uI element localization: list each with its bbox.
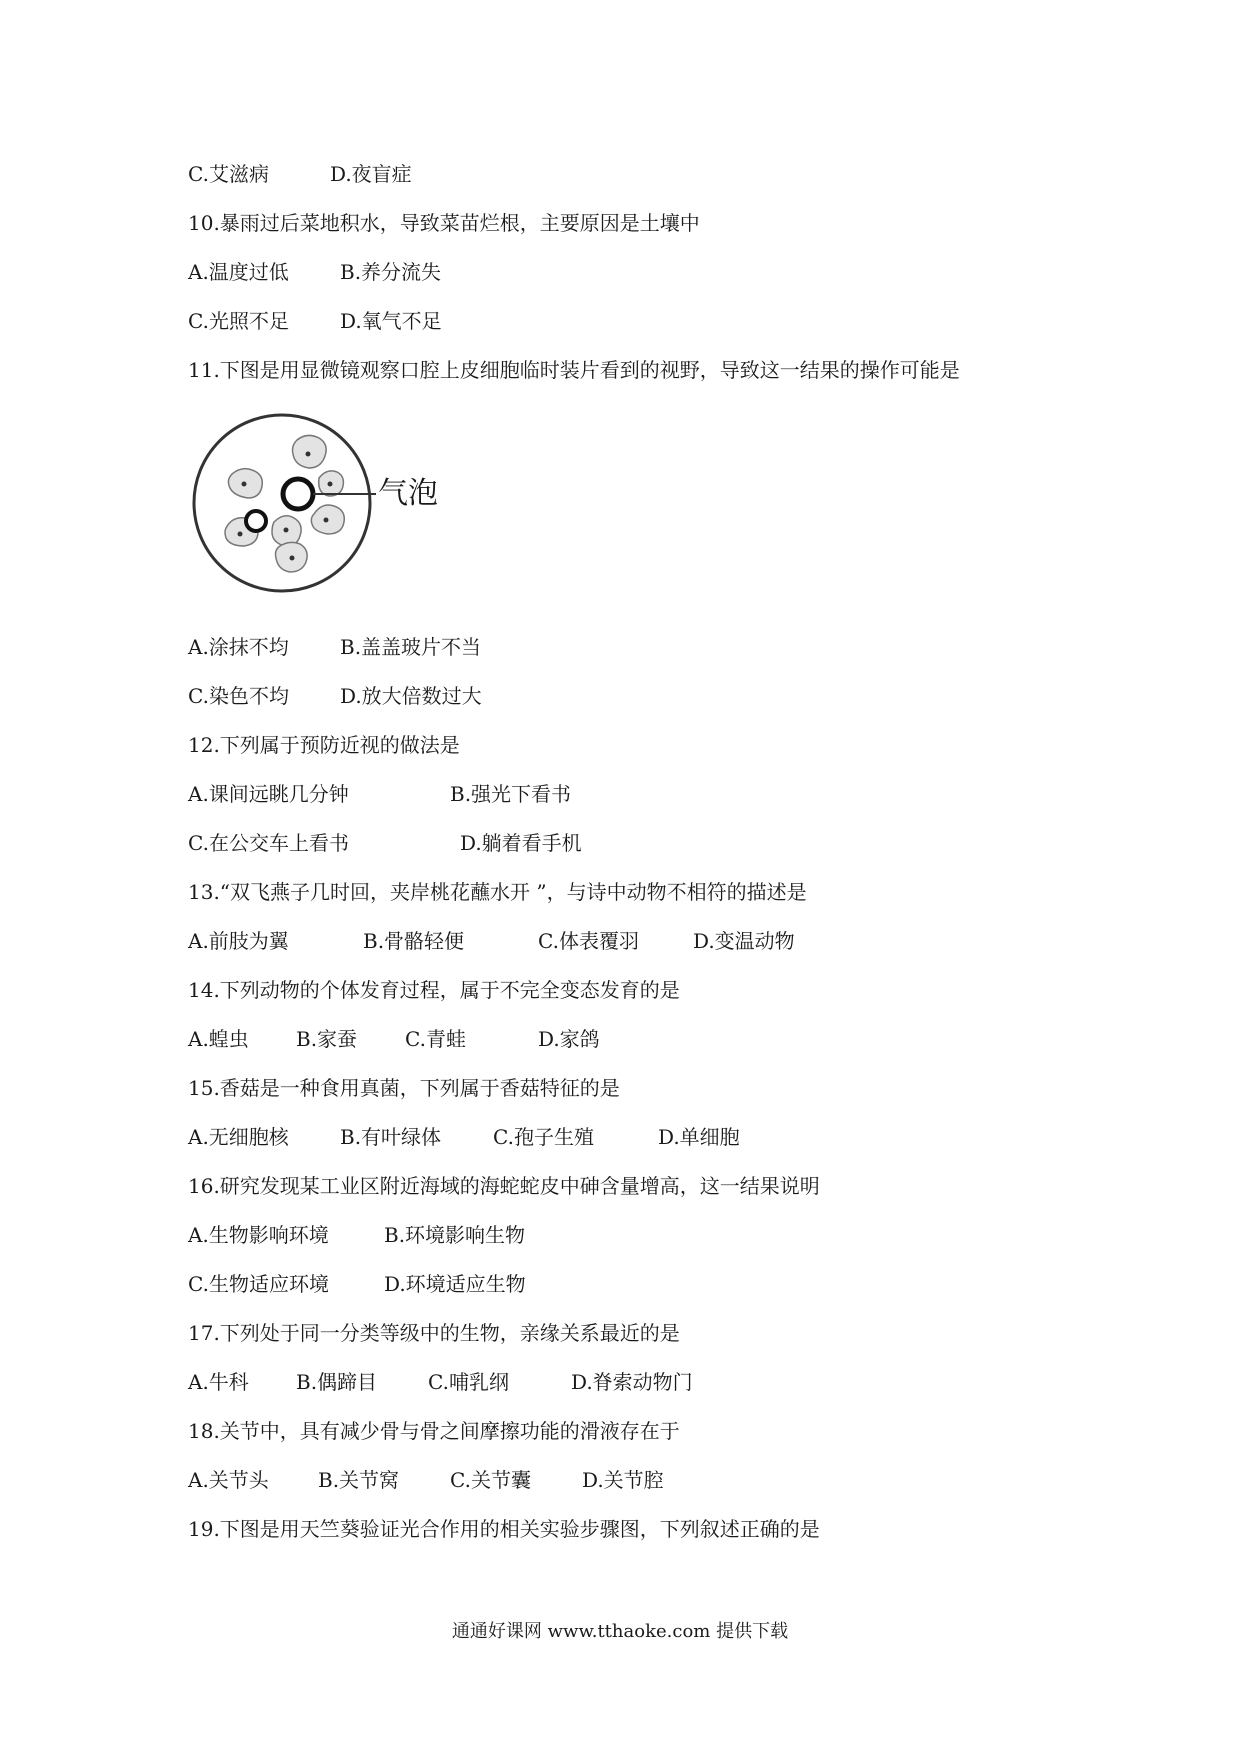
q11-option-a: A.涂抹不均 [188,635,289,659]
q16-option-c: C.生物适应环境 [188,1272,329,1296]
q11-option-d: D.放大倍数过大 [340,684,482,708]
q17-stem: 17.下列处于同一分类等级中的生物，亲缘关系最近的是 [188,1321,680,1345]
air-bubble-large [283,479,313,509]
q15-stem: 15.香菇是一种食用真菌，下列属于香菇特征的是 [188,1076,620,1100]
cell-nucleus [324,518,329,523]
q10-option-d: D.氧气不足 [340,309,442,333]
page-footer: 通通好课网 www.tthaoke.com 提供下载 [451,1621,789,1642]
q13-option-d: D.变温动物 [693,929,795,953]
q9-option-d: D.夜盲症 [330,162,412,186]
cell-nucleus [242,482,247,487]
q16-option-a: A.生物影响环境 [188,1223,329,1247]
q11-stem: 11.下图是用显微镜观察口腔上皮细胞临时装片看到的视野，导致这一结果的操作可能是 [188,358,960,382]
q17-option-a: A.牛科 [188,1370,249,1394]
q10-option-a: A.温度过低 [188,260,289,284]
q19-stem: 19.下图是用天竺葵验证光合作用的相关实验步骤图，下列叙述正确的是 [188,1517,820,1541]
q12-option-a: A.课间远眺几分钟 [188,782,349,806]
q15-option-a: A.无细胞核 [188,1125,289,1149]
q13-option-b: B.骨骼轻便 [363,929,465,953]
q18-stem: 18.关节中，具有减少骨与骨之间摩擦功能的滑液存在于 [188,1419,680,1443]
q13-option-a: A.前肢为翼 [188,929,289,953]
cell-nucleus [328,482,333,487]
cell-nucleus [306,452,311,457]
q11-option-c: C.染色不均 [188,684,289,708]
q17-option-c: C.哺乳纲 [428,1370,509,1394]
q15-option-c: C.孢子生殖 [493,1125,594,1149]
q12-option-b: B.强光下看书 [450,782,572,806]
cell-nucleus [290,556,295,561]
q14-option-b: B.家蚕 [296,1027,358,1051]
q13-option-c: C.体表覆羽 [538,929,639,953]
q16-option-b: B.环境影响生物 [384,1223,526,1247]
q12-option-d: D.躺着看手机 [460,831,582,855]
q10-option-c: C.光照不足 [188,309,289,333]
q13-stem: 13.“双飞燕子几时回，夹岸桃花蘸水开 ”，与诗中动物不相符的描述是 [188,880,807,904]
q16-option-d: D.环境适应生物 [384,1272,526,1296]
q12-option-c: C.在公交车上看书 [188,831,349,855]
air-bubble-small [246,511,266,531]
q18-option-c: C.关节囊 [450,1468,531,1492]
q14-option-d: D.家鸽 [538,1027,600,1051]
q14-stem: 14.下列动物的个体发育过程，属于不完全变态发育的是 [188,978,680,1002]
epithelial-cell [293,435,327,468]
q18-option-a: A.关节头 [188,1468,269,1492]
q14-option-a: A.蝗虫 [188,1027,249,1051]
q18-option-b: B.关节窝 [318,1468,400,1492]
q10-option-b: B.养分流失 [340,260,442,284]
q15-option-d: D.单细胞 [658,1125,740,1149]
q14-option-c: C.青蛙 [405,1027,466,1051]
q17-option-b: B.偶蹄目 [296,1370,378,1394]
q15-option-b: B.有叶绿体 [340,1125,442,1149]
cell-nucleus [238,532,243,537]
q12-stem: 12.下列属于预防近视的做法是 [188,733,460,757]
cell-nucleus [284,528,289,533]
q10-stem: 10.暴雨过后菜地积水，导致菜苗烂根，主要原因是土壤中 [188,211,700,235]
q11-option-b: B.盖盖玻片不当 [340,635,482,659]
air-bubble-label: 气泡 [378,476,438,511]
q17-option-d: D.脊索动物门 [571,1370,693,1394]
q9-option-c: C.艾滋病 [188,162,269,186]
q16-stem: 16.研究发现某工业区附近海域的海蛇蛇皮中砷含量增高，这一结果说明 [188,1174,820,1198]
q18-option-d: D.关节腔 [582,1468,664,1492]
